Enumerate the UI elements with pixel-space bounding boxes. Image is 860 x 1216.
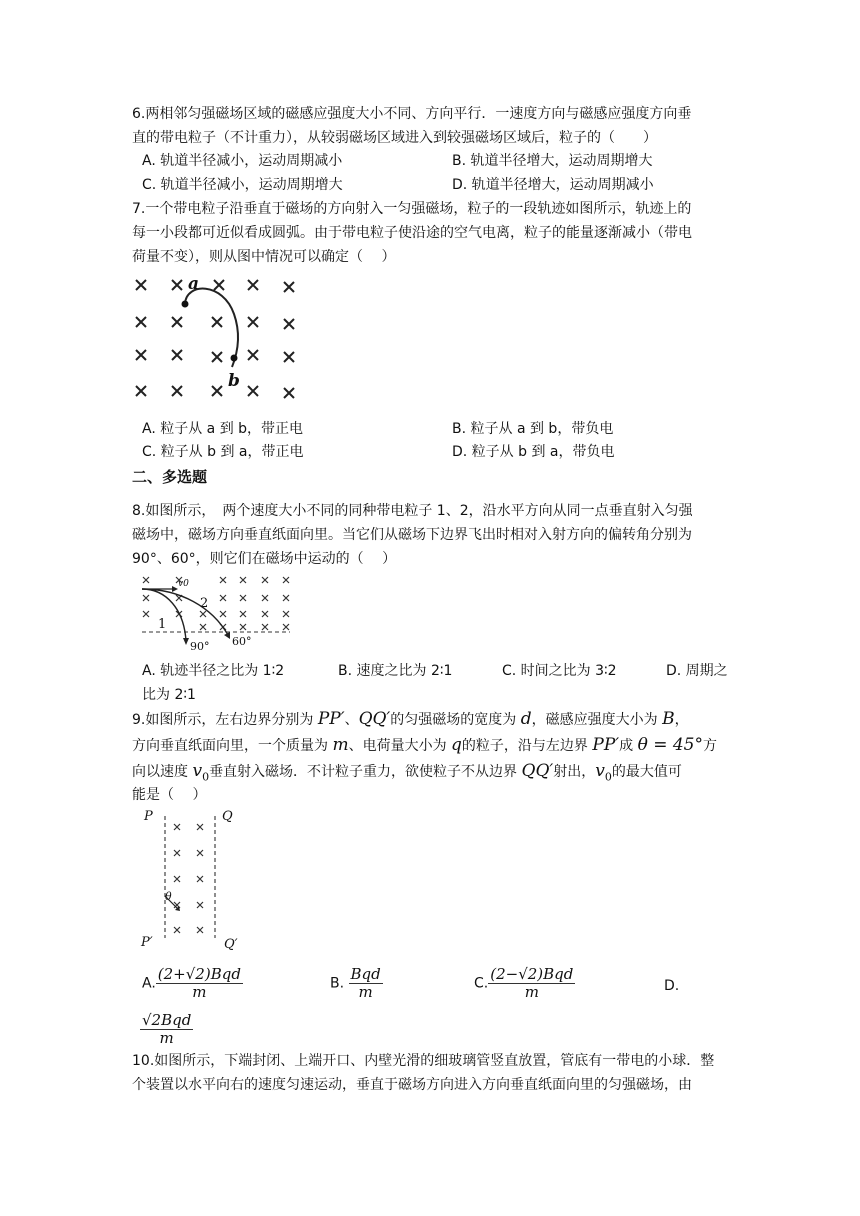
fraction-numerator: (2+√2)Bqd <box>157 965 241 983</box>
q9-text: 成 <box>619 738 638 754</box>
boundary-qq-symbol: QQ′ <box>358 709 391 729</box>
point-a-dot <box>182 301 189 308</box>
v-subscript: 0 <box>604 770 612 784</box>
point-a-label: a <box>188 274 200 294</box>
magnetic-field-crosses <box>174 824 203 933</box>
point-b-dot <box>231 355 238 362</box>
q9-text: ， <box>674 712 689 728</box>
q9-text: 向以速度 <box>132 764 193 780</box>
q6-option-d: D. 轨道半径增大，运动周期减小 <box>452 177 654 193</box>
q9-option-a <box>142 966 243 1001</box>
q9-option-d-label: D. <box>664 978 680 994</box>
q9-text: 方 <box>703 738 717 754</box>
fraction-denominator: m <box>524 983 539 1001</box>
option-label: A. <box>142 975 156 992</box>
fraction-numerator: (2−√2)Bqd <box>490 965 574 983</box>
q9-stem-line4: 能是（ ） <box>132 787 207 803</box>
velocity-v0-symbol <box>192 761 210 784</box>
v-symbol: v <box>595 761 605 781</box>
q9-option-d <box>140 1012 193 1047</box>
q9-text: 方向垂直纸面向里，一个质量为 <box>132 738 333 754</box>
charge-q-symbol: q <box>451 735 462 755</box>
option-a-fraction <box>156 966 243 1001</box>
label-theta: θ <box>165 890 172 903</box>
fraction-denominator: m <box>159 1029 174 1047</box>
q8-option-d: D. 周期之 <box>666 663 728 679</box>
v-subscript: 0 <box>202 770 210 784</box>
q9-figure <box>138 806 250 954</box>
option-d-fraction <box>140 1012 193 1047</box>
fraction-denominator: m <box>358 983 373 1001</box>
fraction-numerator: Bqd <box>350 965 381 983</box>
q7-option-d: D. 粒子从 b 到 a，带负电 <box>452 444 615 460</box>
v-symbol: v <box>192 761 203 781</box>
q8-option-d-continued: 比为 2∶1 <box>142 687 196 703</box>
q9-text: 的匀强磁场的宽度为 <box>390 712 521 728</box>
q6-option-a: A. 轨道半径减小，运动周期减小 <box>142 153 343 169</box>
q9-option-c <box>474 966 575 1001</box>
magnetic-field-crosses <box>136 280 294 398</box>
trajectory-2 <box>142 589 228 635</box>
particle-trajectory <box>185 289 238 367</box>
q7-figure <box>128 272 308 410</box>
q8-option-c: C. 时间之比为 3∶2 <box>502 663 617 679</box>
q9-stem-line1 <box>132 708 689 731</box>
point-b-label: b <box>228 371 240 391</box>
q8-option-b: B. 速度之比为 2∶1 <box>338 663 453 679</box>
option-c-fraction <box>488 966 575 1001</box>
v0-label: v0 <box>178 579 189 589</box>
option-b-fraction <box>349 966 383 1001</box>
trajectory-2-label: 2 <box>200 596 209 611</box>
trajectory-1-label: 1 <box>158 617 167 632</box>
q9-text: 、电荷量大小为 <box>348 738 452 754</box>
q9-text: 射出， <box>553 764 596 780</box>
width-d-symbol: d <box>520 709 532 729</box>
q7-option-b: B. 粒子从 a 到 b，带负电 <box>452 421 614 437</box>
q10-stem-line2: 个装置以水平向右的速度匀速运动，垂直于磁场方向进入方向垂直纸面向里的匀强磁场，由 <box>132 1077 692 1093</box>
q9-text: 、 <box>344 712 359 728</box>
q8-stem-line3: 90°、60°，则它们在磁场中运动的（ ） <box>132 551 397 567</box>
field-b-symbol: B <box>662 709 675 729</box>
label-p: P <box>144 809 153 824</box>
boundary-pp-symbol: PP′ <box>592 735 620 755</box>
q9-text: 9.如图所示，左右边界分别为 <box>132 712 318 728</box>
option-label: B. <box>330 975 345 992</box>
q7-stem-line3: 荷量不变），则从图中情况可以确定（ ） <box>132 249 396 265</box>
q7-stem-line2: 每一小段都可近似看成圆弧。由于带电粒子使沿途的空气电离，粒子的能量逐渐减小（带电 <box>132 225 692 241</box>
q8-stem-line2: 磁场中，磁场方向垂直纸面向里。当它们从磁场下边界飞出时相对入射方向的偏转角分别为 <box>132 527 692 543</box>
angle-60-label: 60° <box>232 635 252 648</box>
label-q-prime: Q′ <box>224 937 238 952</box>
boundary-qq-symbol: QQ′ <box>521 761 554 781</box>
q9-option-b <box>330 966 383 1001</box>
q6-option-c: C. 轨道半径减小，运动周期增大 <box>142 177 343 193</box>
section-heading: 二、多选题 <box>132 468 208 486</box>
q7-option-a: A. 粒子从 a 到 b，带正电 <box>142 421 304 437</box>
q6-stem-line1: 6.两相邻匀强磁场区域的磁感应强度大小不同、方向平行．一速度方向与磁感应强度方向垂 <box>132 106 692 122</box>
q9-stem-line3 <box>132 760 682 788</box>
q9-stem-line2 <box>132 734 717 757</box>
q8-figure <box>140 573 300 655</box>
angle-theta-expression: θ = 45° <box>637 735 703 755</box>
q9-text: ，磁感应强度大小为 <box>531 712 663 728</box>
q9-text: 的粒子，沿与左边界 <box>461 738 593 754</box>
q7-stem-line1: 7.一个带电粒子沿垂直于磁场的方向射入一匀强磁场，粒子的一段轨迹如图所示，轨迹上的 <box>132 201 692 217</box>
mass-m-symbol: m <box>332 735 349 755</box>
q8-option-a: A. 轨迹半径之比为 1∶2 <box>142 663 285 679</box>
velocity-v0-symbol <box>595 761 612 784</box>
q7-option-c: C. 粒子从 b 到 a，带正电 <box>142 444 304 460</box>
fraction-numerator: √2Bqd <box>142 1011 192 1029</box>
q10-stem-line1: 10.如图所示，下端封闭、上端开口、内壁光滑的细玻璃管竖直放置，管底有一带电的小球．整 <box>132 1053 715 1069</box>
q9-text: 垂直射入磁场．不计粒子重力，欲使粒子不从边界 <box>209 764 522 780</box>
q8-stem-line1: 8.如图所示， 两个速度大小不同的同种带电粒子 1、2，沿水平方向从同一点垂直射入匀强 <box>132 503 693 519</box>
q6-option-b: B. 轨道半径增大，运动周期增大 <box>452 153 653 169</box>
q9-text: 的最大值可 <box>611 764 682 780</box>
fraction-denominator: m <box>192 983 207 1001</box>
option-label: C. <box>474 975 489 992</box>
q6-stem-line2: 直的带电粒子（不计重力），从较弱磁场区域进入到较强磁场区域后，粒子的（ ） <box>132 130 657 146</box>
label-q: Q <box>222 809 233 824</box>
angle-90-label: 90° <box>190 640 210 653</box>
label-p-prime: P′ <box>141 935 153 950</box>
boundary-pp-symbol: PP′ <box>317 709 345 729</box>
